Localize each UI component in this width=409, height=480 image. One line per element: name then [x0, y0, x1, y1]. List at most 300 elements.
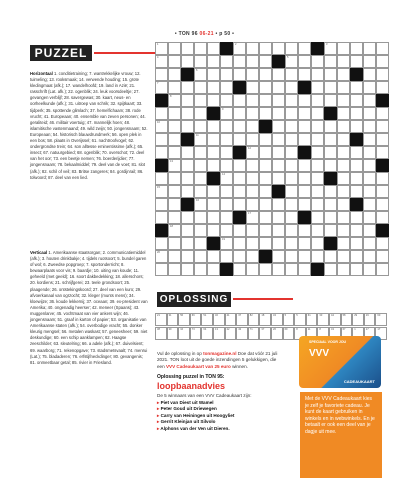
grid-cell[interactable]	[337, 94, 350, 107]
grid-cell[interactable]	[337, 81, 350, 94]
solution-cell[interactable]	[248, 313, 260, 326]
grid-cell[interactable]	[376, 146, 389, 159]
grid-cell[interactable]	[285, 94, 298, 107]
grid-cell[interactable]	[181, 107, 194, 120]
grid-cell[interactable]	[168, 224, 181, 237]
grid-cell[interactable]	[194, 120, 207, 133]
solution-cell[interactable]	[155, 327, 167, 340]
grid-cell[interactable]	[272, 107, 285, 120]
grid-cell[interactable]	[376, 250, 389, 263]
grid-cell[interactable]	[233, 172, 246, 185]
grid-cell[interactable]	[246, 237, 259, 250]
grid-cell[interactable]	[246, 55, 259, 68]
grid-cell[interactable]	[259, 94, 272, 107]
grid-cell[interactable]	[194, 159, 207, 172]
grid-cell[interactable]	[246, 172, 259, 185]
solution-cell[interactable]	[294, 313, 306, 326]
grid-cell[interactable]	[233, 42, 246, 55]
grid-cell[interactable]	[285, 250, 298, 263]
grid-cell[interactable]	[194, 133, 207, 146]
grid-cell[interactable]	[272, 133, 285, 146]
grid-cell[interactable]	[220, 198, 233, 211]
grid-cell[interactable]	[272, 146, 285, 159]
grid-cell[interactable]	[207, 133, 220, 146]
grid-cell[interactable]	[220, 146, 233, 159]
grid-cell[interactable]	[363, 94, 376, 107]
grid-cell[interactable]	[194, 185, 207, 198]
grid-cell[interactable]	[337, 42, 350, 55]
grid-cell[interactable]	[233, 185, 246, 198]
grid-cell[interactable]	[324, 42, 337, 55]
grid-cell[interactable]	[259, 81, 272, 94]
grid-cell[interactable]	[298, 198, 311, 211]
grid-cell[interactable]	[298, 250, 311, 263]
grid-cell[interactable]	[324, 55, 337, 68]
solution-cell[interactable]	[201, 313, 213, 326]
grid-cell[interactable]	[155, 81, 168, 94]
grid-cell[interactable]	[246, 211, 259, 224]
solution-cell[interactable]	[201, 327, 213, 340]
grid-cell[interactable]	[298, 224, 311, 237]
grid-cell[interactable]	[233, 159, 246, 172]
grid-cell[interactable]	[272, 120, 285, 133]
grid-cell[interactable]	[155, 172, 168, 185]
solution-cell[interactable]	[248, 327, 260, 340]
grid-cell[interactable]	[207, 146, 220, 159]
grid-cell[interactable]	[298, 133, 311, 146]
grid-cell[interactable]	[324, 211, 337, 224]
solution-cell[interactable]	[167, 313, 179, 326]
grid-cell[interactable]	[363, 159, 376, 172]
grid-cell[interactable]	[363, 133, 376, 146]
grid-cell[interactable]	[168, 94, 181, 107]
grid-cell[interactable]	[324, 263, 337, 276]
grid-cell[interactable]	[220, 133, 233, 146]
grid-cell[interactable]	[168, 55, 181, 68]
grid-cell[interactable]	[246, 68, 259, 81]
grid-cell[interactable]	[350, 263, 363, 276]
grid-cell[interactable]	[376, 42, 389, 55]
grid-cell[interactable]	[155, 146, 168, 159]
grid-cell[interactable]	[259, 198, 272, 211]
grid-cell[interactable]	[155, 55, 168, 68]
grid-cell[interactable]	[298, 120, 311, 133]
grid-cell[interactable]	[363, 198, 376, 211]
grid-cell[interactable]	[233, 120, 246, 133]
grid-cell[interactable]	[285, 107, 298, 120]
grid-cell[interactable]	[233, 107, 246, 120]
grid-cell[interactable]	[311, 120, 324, 133]
grid-cell[interactable]	[259, 185, 272, 198]
grid-cell[interactable]	[337, 68, 350, 81]
grid-cell[interactable]	[285, 185, 298, 198]
grid-cell[interactable]	[220, 250, 233, 263]
solution-cell[interactable]	[271, 313, 283, 326]
grid-cell[interactable]	[168, 211, 181, 224]
grid-cell[interactable]	[259, 224, 272, 237]
grid-cell[interactable]	[324, 250, 337, 263]
grid-cell[interactable]	[350, 146, 363, 159]
grid-cell[interactable]	[337, 107, 350, 120]
grid-cell[interactable]	[220, 81, 233, 94]
grid-cell[interactable]	[324, 81, 337, 94]
grid-cell[interactable]	[311, 133, 324, 146]
solution-cell[interactable]	[364, 313, 376, 326]
grid-cell[interactable]	[363, 172, 376, 185]
grid-cell[interactable]	[363, 185, 376, 198]
grid-cell[interactable]	[298, 185, 311, 198]
grid-cell[interactable]	[181, 94, 194, 107]
grid-cell[interactable]	[376, 55, 389, 68]
grid-cell[interactable]	[220, 185, 233, 198]
grid-cell[interactable]	[363, 224, 376, 237]
grid-cell[interactable]	[363, 68, 376, 81]
grid-cell[interactable]	[324, 133, 337, 146]
grid-cell[interactable]	[207, 81, 220, 94]
grid-cell[interactable]	[155, 198, 168, 211]
grid-cell[interactable]	[259, 211, 272, 224]
grid-cell[interactable]	[324, 68, 337, 81]
grid-cell[interactable]	[155, 263, 168, 276]
grid-cell[interactable]	[220, 172, 233, 185]
grid-cell[interactable]	[350, 55, 363, 68]
grid-cell[interactable]	[194, 68, 207, 81]
grid-cell[interactable]	[285, 120, 298, 133]
solution-cell[interactable]	[283, 327, 298, 340]
grid-cell[interactable]	[272, 68, 285, 81]
grid-cell[interactable]	[311, 55, 324, 68]
grid-cell[interactable]	[376, 172, 389, 185]
grid-cell[interactable]	[311, 250, 324, 263]
grid-cell[interactable]	[337, 250, 350, 263]
grid-cell[interactable]	[181, 81, 194, 94]
grid-cell[interactable]	[168, 159, 181, 172]
grid-cell[interactable]	[350, 94, 363, 107]
grid-cell[interactable]	[246, 250, 259, 263]
grid-cell[interactable]	[311, 172, 324, 185]
grid-cell[interactable]	[272, 198, 285, 211]
grid-cell[interactable]	[220, 159, 233, 172]
grid-cell[interactable]	[376, 68, 389, 81]
grid-cell[interactable]	[246, 159, 259, 172]
grid-cell[interactable]	[311, 237, 324, 250]
grid-cell[interactable]	[363, 107, 376, 120]
grid-cell[interactable]	[311, 81, 324, 94]
grid-cell[interactable]	[272, 224, 285, 237]
grid-cell[interactable]	[272, 94, 285, 107]
grid-cell[interactable]	[285, 159, 298, 172]
grid-cell[interactable]	[168, 107, 181, 120]
solution-cell[interactable]	[213, 313, 225, 326]
grid-cell[interactable]	[181, 224, 194, 237]
grid-cell[interactable]	[207, 211, 220, 224]
grid-cell[interactable]	[298, 42, 311, 55]
solution-cell[interactable]	[236, 313, 248, 326]
solution-cell[interactable]	[178, 327, 190, 340]
grid-cell[interactable]	[376, 263, 389, 276]
grid-cell[interactable]	[246, 120, 259, 133]
grid-cell[interactable]	[207, 224, 220, 237]
grid-cell[interactable]	[350, 211, 363, 224]
grid-cell[interactable]	[181, 172, 194, 185]
grid-cell[interactable]	[181, 211, 194, 224]
grid-cell[interactable]	[259, 42, 272, 55]
grid-cell[interactable]	[194, 42, 207, 55]
grid-cell[interactable]	[194, 211, 207, 224]
grid-cell[interactable]	[259, 263, 272, 276]
grid-cell[interactable]	[259, 133, 272, 146]
grid-cell[interactable]	[363, 81, 376, 94]
grid-cell[interactable]	[311, 211, 324, 224]
grid-cell[interactable]	[259, 107, 272, 120]
grid-cell[interactable]	[194, 146, 207, 159]
grid-cell[interactable]	[194, 81, 207, 94]
grid-cell[interactable]	[168, 120, 181, 133]
grid-cell[interactable]	[350, 159, 363, 172]
grid-cell[interactable]	[298, 172, 311, 185]
grid-cell[interactable]	[207, 94, 220, 107]
grid-cell[interactable]	[168, 172, 181, 185]
grid-cell[interactable]	[168, 146, 181, 159]
grid-cell[interactable]	[194, 55, 207, 68]
grid-cell[interactable]	[350, 42, 363, 55]
grid-cell[interactable]	[194, 198, 207, 211]
grid-cell[interactable]	[363, 263, 376, 276]
grid-cell[interactable]	[350, 185, 363, 198]
grid-cell[interactable]	[337, 237, 350, 250]
grid-cell[interactable]	[246, 198, 259, 211]
grid-cell[interactable]	[259, 237, 272, 250]
solution-cell[interactable]	[213, 327, 225, 340]
grid-cell[interactable]	[155, 185, 168, 198]
grid-cell[interactable]	[337, 263, 350, 276]
solution-cell[interactable]	[190, 327, 202, 340]
grid-cell[interactable]	[207, 198, 220, 211]
grid-cell[interactable]	[207, 263, 220, 276]
grid-cell[interactable]	[207, 159, 220, 172]
grid-cell[interactable]	[350, 237, 363, 250]
grid-cell[interactable]	[207, 250, 220, 263]
grid-cell[interactable]	[155, 107, 168, 120]
grid-cell[interactable]	[194, 107, 207, 120]
grid-cell[interactable]	[246, 224, 259, 237]
grid-cell[interactable]	[324, 159, 337, 172]
solution-cell[interactable]	[306, 313, 318, 326]
grid-cell[interactable]	[337, 159, 350, 172]
grid-cell[interactable]	[376, 198, 389, 211]
grid-cell[interactable]	[350, 224, 363, 237]
grid-cell[interactable]	[207, 68, 220, 81]
grid-cell[interactable]	[298, 55, 311, 68]
grid-cell[interactable]	[285, 211, 298, 224]
grid-cell[interactable]	[207, 42, 220, 55]
grid-cell[interactable]	[207, 55, 220, 68]
solution-cell[interactable]	[271, 327, 283, 340]
grid-cell[interactable]	[181, 55, 194, 68]
grid-cell[interactable]	[311, 198, 324, 211]
grid-cell[interactable]	[246, 263, 259, 276]
grid-cell[interactable]	[311, 159, 324, 172]
grid-cell[interactable]	[311, 185, 324, 198]
grid-cell[interactable]	[337, 172, 350, 185]
grid-cell[interactable]	[233, 263, 246, 276]
grid-cell[interactable]	[311, 224, 324, 237]
grid-cell[interactable]	[220, 107, 233, 120]
grid-cell[interactable]	[298, 68, 311, 81]
grid-cell[interactable]	[298, 159, 311, 172]
grid-cell[interactable]	[181, 159, 194, 172]
grid-cell[interactable]	[233, 237, 246, 250]
grid-cell[interactable]	[376, 237, 389, 250]
grid-cell[interactable]	[324, 94, 337, 107]
grid-cell[interactable]	[337, 211, 350, 224]
grid-cell[interactable]	[272, 42, 285, 55]
grid-cell[interactable]	[376, 81, 389, 94]
grid-cell[interactable]	[194, 263, 207, 276]
grid-cell[interactable]	[272, 159, 285, 172]
grid-cell[interactable]	[285, 81, 298, 94]
grid-cell[interactable]	[311, 68, 324, 81]
grid-cell[interactable]	[363, 42, 376, 55]
grid-cell[interactable]	[181, 146, 194, 159]
grid-cell[interactable]	[311, 146, 324, 159]
grid-cell[interactable]	[285, 146, 298, 159]
grid-cell[interactable]	[350, 107, 363, 120]
grid-cell[interactable]	[194, 237, 207, 250]
grid-cell[interactable]	[376, 133, 389, 146]
grid-cell[interactable]	[376, 185, 389, 198]
grid-cell[interactable]	[181, 120, 194, 133]
grid-cell[interactable]	[181, 237, 194, 250]
grid-cell[interactable]	[285, 263, 298, 276]
grid-cell[interactable]	[155, 211, 168, 224]
grid-cell[interactable]	[194, 250, 207, 263]
grid-cell[interactable]	[298, 263, 311, 276]
grid-cell[interactable]	[324, 120, 337, 133]
grid-cell[interactable]	[155, 120, 168, 133]
solution-cell[interactable]	[225, 313, 237, 326]
grid-cell[interactable]	[246, 107, 259, 120]
solution-cell[interactable]	[178, 313, 190, 326]
grid-cell[interactable]	[194, 224, 207, 237]
grid-cell[interactable]	[376, 120, 389, 133]
solution-cell[interactable]	[167, 327, 179, 340]
grid-cell[interactable]	[233, 55, 246, 68]
grid-cell[interactable]	[272, 81, 285, 94]
grid-cell[interactable]	[285, 224, 298, 237]
grid-cell[interactable]	[168, 42, 181, 55]
grid-cell[interactable]	[155, 68, 168, 81]
grid-cell[interactable]	[168, 81, 181, 94]
grid-cell[interactable]	[311, 94, 324, 107]
grid-cell[interactable]	[285, 237, 298, 250]
grid-cell[interactable]	[259, 146, 272, 159]
grid-cell[interactable]	[298, 107, 311, 120]
grid-cell[interactable]	[272, 263, 285, 276]
grid-cell[interactable]	[272, 211, 285, 224]
grid-cell[interactable]	[350, 172, 363, 185]
grid-cell[interactable]	[194, 172, 207, 185]
grid-cell[interactable]	[181, 250, 194, 263]
grid-cell[interactable]	[311, 107, 324, 120]
grid-cell[interactable]	[246, 185, 259, 198]
grid-cell[interactable]	[259, 55, 272, 68]
grid-cell[interactable]	[220, 224, 233, 237]
grid-cell[interactable]	[246, 42, 259, 55]
grid-cell[interactable]	[324, 185, 337, 198]
grid-cell[interactable]	[220, 211, 233, 224]
grid-cell[interactable]	[181, 185, 194, 198]
grid-cell[interactable]	[233, 133, 246, 146]
solution-cell[interactable]	[317, 313, 329, 326]
grid-cell[interactable]	[285, 68, 298, 81]
grid-cell[interactable]	[233, 94, 246, 107]
grid-cell[interactable]	[233, 198, 246, 211]
solution-cell[interactable]	[225, 327, 237, 340]
grid-cell[interactable]	[194, 94, 207, 107]
solution-cell[interactable]	[236, 327, 248, 340]
grid-cell[interactable]	[324, 146, 337, 159]
grid-cell[interactable]	[246, 133, 259, 146]
grid-cell[interactable]	[155, 42, 168, 55]
grid-cell[interactable]	[337, 224, 350, 237]
grid-cell[interactable]	[259, 159, 272, 172]
grid-cell[interactable]	[181, 263, 194, 276]
grid-cell[interactable]	[363, 237, 376, 250]
grid-cell[interactable]	[350, 120, 363, 133]
grid-cell[interactable]	[233, 250, 246, 263]
grid-cell[interactable]	[337, 120, 350, 133]
grid-cell[interactable]	[155, 250, 168, 263]
solution-cell[interactable]	[259, 327, 271, 340]
grid-cell[interactable]	[168, 185, 181, 198]
grid-cell[interactable]	[298, 94, 311, 107]
grid-cell[interactable]	[285, 198, 298, 211]
grid-cell[interactable]	[363, 120, 376, 133]
grid-cell[interactable]	[168, 198, 181, 211]
grid-cell[interactable]	[337, 133, 350, 146]
grid-cell[interactable]	[324, 224, 337, 237]
solution-cell[interactable]	[155, 313, 167, 326]
grid-cell[interactable]	[285, 172, 298, 185]
grid-cell[interactable]	[285, 55, 298, 68]
grid-cell[interactable]	[233, 68, 246, 81]
grid-cell[interactable]	[207, 120, 220, 133]
grid-cell[interactable]	[155, 133, 168, 146]
grid-cell[interactable]	[168, 250, 181, 263]
grid-cell[interactable]	[155, 237, 168, 250]
grid-cell[interactable]	[207, 185, 220, 198]
grid-cell[interactable]	[324, 198, 337, 211]
grid-cell[interactable]	[285, 133, 298, 146]
grid-cell[interactable]	[259, 172, 272, 185]
entry-link[interactable]: tonmagazine.nl	[203, 351, 237, 356]
grid-cell[interactable]	[220, 120, 233, 133]
grid-cell[interactable]	[168, 133, 181, 146]
solution-cell[interactable]	[283, 313, 298, 326]
grid-cell[interactable]	[181, 42, 194, 55]
grid-cell[interactable]	[246, 81, 259, 94]
grid-cell[interactable]	[298, 237, 311, 250]
solution-cell[interactable]	[329, 313, 341, 326]
grid-cell[interactable]	[350, 250, 363, 263]
grid-cell[interactable]	[246, 146, 259, 159]
solution-cell[interactable]	[190, 313, 202, 326]
grid-cell[interactable]	[168, 237, 181, 250]
grid-cell[interactable]	[220, 68, 233, 81]
grid-cell[interactable]	[363, 146, 376, 159]
grid-cell[interactable]	[220, 94, 233, 107]
